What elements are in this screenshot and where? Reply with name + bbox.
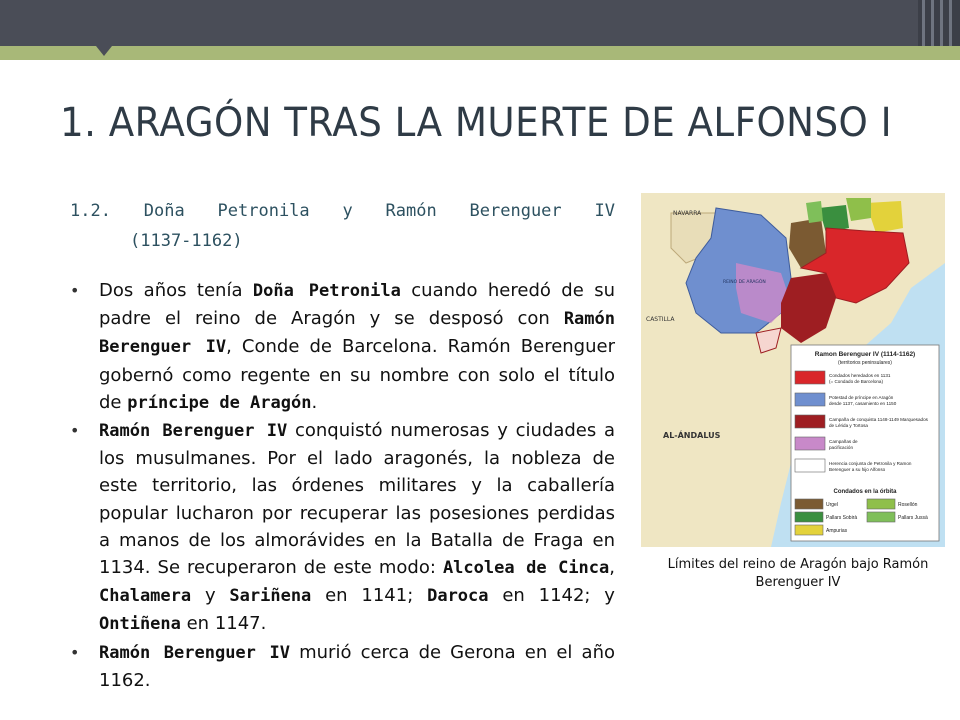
- legend-swatch: [795, 437, 825, 450]
- map-legend: [791, 345, 939, 541]
- subtitle-word: Berenguer: [469, 201, 562, 221]
- bullet-emphasis: Alcolea de Cinca: [442, 558, 610, 579]
- accent-band: [0, 46, 960, 60]
- legend-label: Condados heredados en 1131 (= Condado de Barcelona): [829, 373, 891, 384]
- bullet-text: .: [311, 391, 318, 413]
- subtitle-word: y: [342, 201, 353, 221]
- legend-swatch: [795, 459, 825, 472]
- legend-title: Ramon Berenguer IV (1114-1162): [814, 351, 916, 358]
- bullet-emphasis: príncipe de Aragón: [127, 392, 312, 413]
- map-label-al-andalus: AL-ÁNDALUS: [663, 431, 721, 440]
- bullet-item: [70, 639, 615, 694]
- map-caption: Límites del reino de Aragón bajo Ramón Berenguer IV: [667, 557, 929, 590]
- legend-subtitle: (territorios peninsulares): [838, 360, 892, 366]
- bullet-emphasis: Ramón Berenguer IV: [99, 642, 290, 663]
- bullet-emphasis: Chalamera: [99, 586, 192, 607]
- legend-swatch: [795, 415, 825, 428]
- bullet-emphasis: Daroca: [427, 586, 489, 607]
- subtitle-word: 1.2.: [70, 201, 111, 221]
- legend-swatch: [795, 371, 825, 384]
- bullet-text: conquistó numerosas y ciudades a los musulmanes. Por el lado aragonés, la nobleza de este territorio, las órdenes militares y la caballería popular lucharon por recuperar las posesiones perdidas a manos de los almorávides en la Batalla de Fraga en 1134. Se recuperaron de este modo:: [99, 420, 615, 579]
- bullet-item: [70, 417, 615, 639]
- bullet-emphasis: Ramón Berenguer IV: [99, 421, 288, 442]
- map-label-reino: REINO DE ARAGÓN: [723, 280, 766, 285]
- orbit-label: Pallars Sobirà: [826, 515, 858, 521]
- subtitle-line-2: (1137-1162): [130, 231, 243, 251]
- orbit-label: Ampurias: [826, 528, 848, 534]
- orbit-label: Rosellón: [898, 502, 918, 508]
- top-bar-pointer: [96, 46, 112, 56]
- top-bar: [0, 0, 960, 46]
- orbit-label: Pallars Jussà: [898, 515, 928, 521]
- bullet-text: cuando heredó de su padre el reino de Aragón y se desposó con: [99, 280, 615, 330]
- map-image: [641, 193, 945, 547]
- top-bar-tab: [0, 0, 918, 46]
- bullet-emphasis: Ontiñena: [99, 614, 181, 635]
- section-subtitle: [70, 196, 615, 256]
- bullet-text: en 1147.: [180, 613, 267, 635]
- bullet-text: en 1141;: [311, 585, 428, 607]
- bullet-text: ,: [609, 557, 615, 579]
- legend-label: Herencia conjunta de Petronila y Ramon Berenguer a su hijo Alfonso: [829, 461, 912, 472]
- bullet-emphasis: Ramón Berenguer IV: [99, 309, 615, 358]
- orbit-swatch: [867, 512, 895, 522]
- legend-label: Potestad de príncipe en Aragón desde 1137, casamiento en 1150: [829, 395, 897, 406]
- orbit-label: Urgel: [826, 502, 838, 508]
- orbit-swatch: [795, 512, 823, 522]
- orbit-swatch: [867, 499, 895, 509]
- bullet-text: , Conde de Barcelona. Ramón Berenguer gobernó como regente en su nombre con solo el título de: [99, 336, 615, 413]
- legend-label: Campañas de pacificación: [829, 439, 858, 450]
- bullet-emphasis: Sariñena: [229, 586, 312, 607]
- bullet-text: murió cerca de Gerona en el año 1162.: [99, 641, 615, 691]
- subtitle-word: Doña: [143, 201, 185, 221]
- subtitle-word: Ramón: [385, 201, 437, 221]
- bullet-text: Dos años tenía: [99, 280, 253, 301]
- bullet-emphasis: Doña Petronila: [252, 281, 401, 301]
- top-bar-stripes: [918, 0, 960, 46]
- map-svg: [641, 193, 945, 547]
- subtitle-line-1: [70, 196, 615, 226]
- legend-label: Campaña de conquista 1148-1149 Marquesados de Lérida y Tortosa: [829, 417, 928, 428]
- subtitle-word: Petronila: [217, 201, 310, 221]
- legend-orbit-title: Condados en la órbita: [833, 489, 897, 495]
- legend-swatch: [795, 393, 825, 406]
- slide-title: 1. ARAGÓN TRAS LA MUERTE DE ALFONSO I: [60, 100, 893, 146]
- bullet-text: en 1142; y: [488, 585, 615, 607]
- bullet-list: [70, 277, 615, 694]
- bullet-text: y: [191, 585, 230, 607]
- orbit-swatch: [795, 525, 823, 535]
- bullet-item: [70, 277, 615, 417]
- map-label-castilla: CASTILLA: [646, 316, 675, 323]
- orbit-swatch: [795, 499, 823, 509]
- map-label-navarra: NAVARRA: [673, 210, 702, 217]
- subtitle-word: IV: [594, 201, 615, 221]
